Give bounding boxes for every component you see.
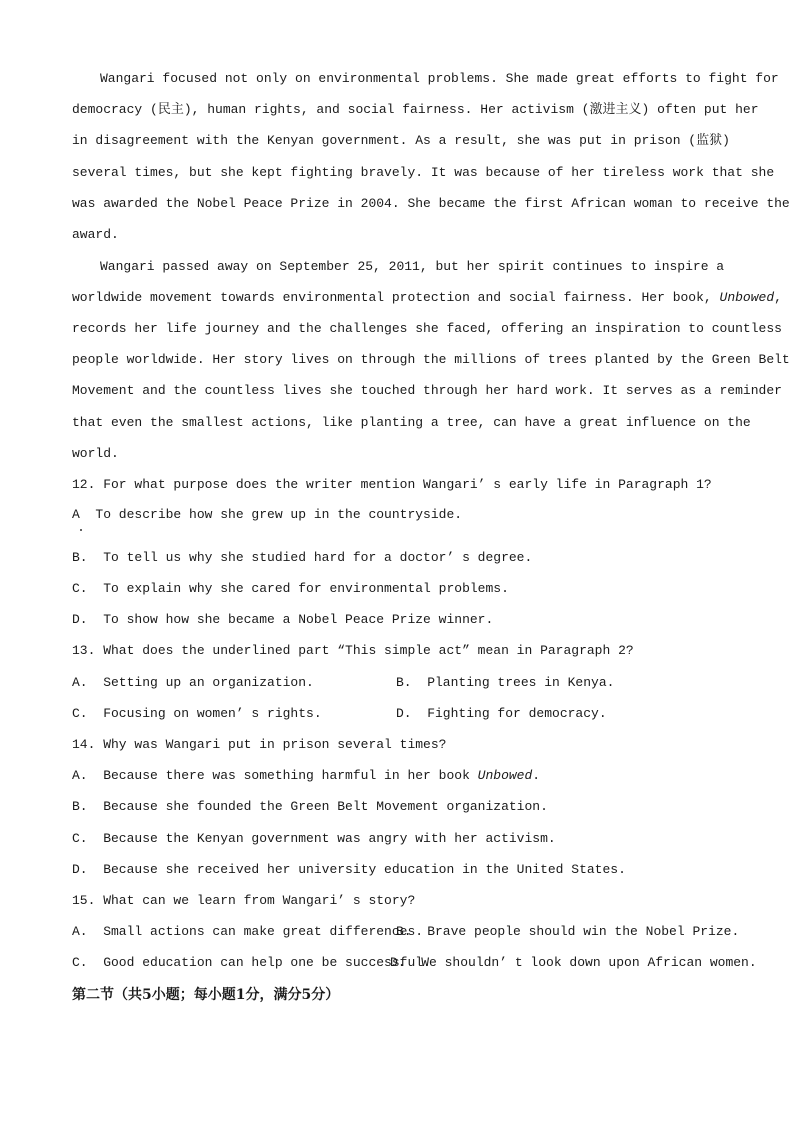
question-stem: 12. For what purpose does the writer mention Wangari’ s early life in Paragraph 1?: [72, 477, 712, 492]
passage-text: ,: [774, 290, 782, 305]
question-stem: 14. Why was Wangari put in prison several times?: [72, 737, 447, 752]
book-title: Unbowed: [477, 768, 533, 783]
passage-text: worldwide movement towards environmental protection and social fairness. Her book,: [72, 290, 720, 305]
passage-line: Movement and the countless lives she touched through her hard work. It serves as a reminder: [72, 383, 782, 398]
option-b: B. Because she founded the Green Belt Movement organization.: [72, 799, 548, 814]
option-c: C. Good education can help one be successful.: [72, 955, 431, 970]
passage-line: people worldwide. Her story lives on through the millions of trees planted by the Green Belt: [72, 352, 790, 367]
option-a: A. Setting up an organization.: [72, 675, 314, 690]
passage-line: world.: [72, 446, 119, 461]
option-c: C. To explain why she cared for environmental problems.: [72, 581, 509, 596]
option-b: B. Planting trees in Kenya.: [396, 675, 615, 690]
option-d: D. Because she received her university education in the United States.: [72, 862, 626, 877]
passage-line: records her life journey and the challenges she faced, offering an inspiration to countless: [72, 321, 782, 336]
passage-line: Wangari passed away on September 25, 2011, but her spirit continues to inspire a: [100, 259, 725, 274]
option-b: B. To tell us why she studied hard for a doctor’ s degree.: [72, 550, 533, 565]
passage-line: Wangari focused not only on environmental problems. She made great efforts to fight for: [100, 71, 779, 86]
passage-line: several times, but she kept fighting bravely. It was because of her tireless work that she: [72, 165, 775, 180]
passage-line: democracy (民主), human rights, and social fairness. Her activism (激进主义) often put her: [72, 102, 759, 117]
option-d: D. To show how she became a Nobel Peace Prize winner.: [72, 612, 494, 627]
option-c: C. Because the Kenyan government was angry with her activism.: [72, 831, 556, 846]
option-a: [72, 768, 540, 784]
option-d: D. We shouldn’ t look down upon African women.: [390, 955, 757, 970]
option-c: C. Focusing on women’ s rights.: [72, 706, 322, 721]
passage-line: in disagreement with the Kenyan government. As a result, she was put in prison (监狱): [72, 133, 730, 148]
option-d: D. Fighting for democracy.: [396, 706, 607, 721]
passage-line: [72, 290, 782, 306]
option-text: A. Because there was something harmful in her book: [72, 768, 478, 783]
option-a: A. Small actions can make great differences.: [72, 924, 424, 939]
stray-mark: [80, 529, 82, 531]
section-heading: 第二节（共5小题；每小题1分，满分5分）: [72, 987, 340, 1003]
passage-line: award.: [72, 227, 119, 242]
option-text: .: [532, 768, 541, 783]
option-a: A To describe how she grew up in the countryside.: [72, 507, 463, 522]
passage-line: was awarded the Nobel Peace Prize in 2004. She became the first African woman to receive the: [72, 196, 790, 211]
book-title: Unbowed: [719, 290, 775, 305]
question-stem: 13. What does the underlined part “This simple act” mean in Paragraph 2?: [72, 643, 634, 658]
option-b: B. Brave people should win the Nobel Prize.: [396, 924, 740, 939]
question-stem: 15. What can we learn from Wangari’ s story?: [72, 893, 416, 908]
passage-line: that even the smallest actions, like planting a tree, can have a great influence on the: [72, 415, 751, 430]
